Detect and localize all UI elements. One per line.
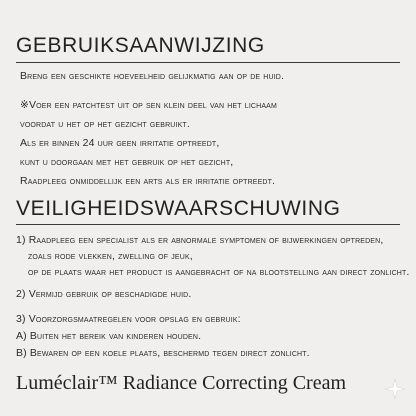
usage-note-line: kunt u doorgaan met het gebruik op het gezicht, xyxy=(20,156,234,168)
warning-item-1-line: 1) Raadpleeg een specialist als er abnormale symptomen of bijwerkingen optreden, xyxy=(16,234,384,246)
warning-item-1-line: zoals rode vlekken, zwelling of jeuk, xyxy=(28,250,193,262)
warning-divider xyxy=(16,224,400,225)
warning-heading: VEILIGHEIDSWAARSCHUWING xyxy=(16,197,341,220)
usage-note-line: ※Voer een patchtest uit op sen klein deel van het lichaam xyxy=(20,99,277,111)
usage-heading: GEBRUIKSAANWIJZING xyxy=(16,34,265,57)
usage-note-line: Als er binnen 24 uur geen irritatie optreedt, xyxy=(20,137,220,149)
usage-divider xyxy=(16,62,400,63)
warning-item-1-line: op de plaats waar het product is aangebracht of na blootstelling aan direct zonlicht. xyxy=(28,266,410,278)
warning-item-3-line: B) Bewaren op een koele plaats, beschermd tegen direct zonlicht. xyxy=(16,347,310,359)
usage-note-line: voordat u het op het gezicht gebruikt. xyxy=(20,118,190,130)
sparkle-icon xyxy=(384,378,406,400)
warning-item-3-line: 3) Voorzorgsmaatregelen voor opslag en gebruik: xyxy=(16,313,241,325)
usage-intro: Breng een geschikte hoeveelheid gelijkmatig aan op de huid. xyxy=(20,70,285,82)
usage-note-line: Raadpleeg onmiddellijk een arts als er irritatie optreedt. xyxy=(20,175,276,187)
warning-item-2: 2) Vermijd gebruik op beschadigde huid. xyxy=(16,288,192,300)
warning-item-3-line: A) Buiten het bereik van kinderen houden. xyxy=(16,330,202,342)
product-name: Luméclair™ Radiance Correcting Cream xyxy=(16,372,347,394)
